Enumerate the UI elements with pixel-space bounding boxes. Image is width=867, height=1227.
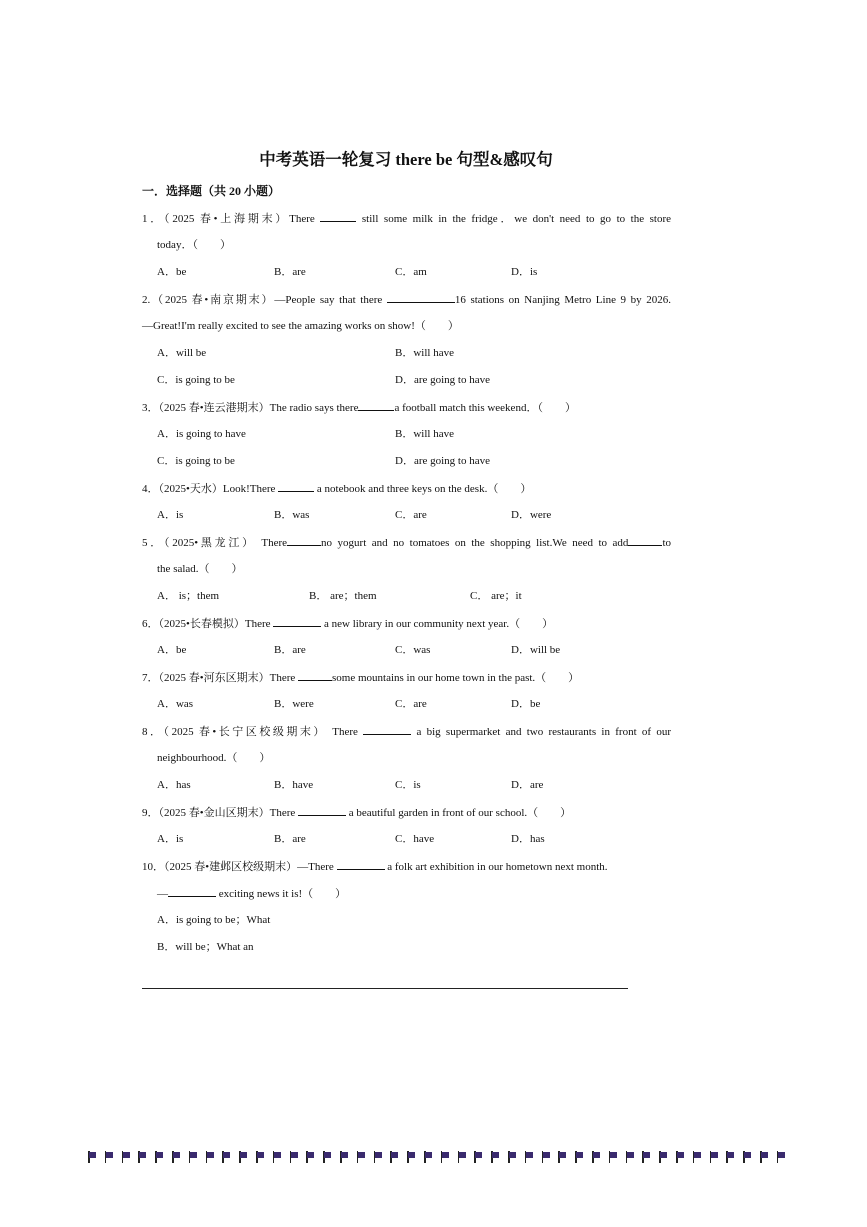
flag-icon [407,1151,416,1163]
option-a[interactable]: A．was [157,698,194,710]
option-d[interactable]: D．were [511,509,552,521]
answer-blank[interactable] [298,805,346,816]
option-a[interactable]: A．is going to have [157,428,246,440]
flag-icon [222,1151,231,1163]
flag-icon [642,1151,651,1163]
footer-divider [142,988,628,989]
flag-icon [558,1151,567,1163]
flag-icon [458,1151,467,1163]
flag-icon [474,1151,483,1163]
question-1-line2: today．（ ） [157,239,231,251]
flag-icon [592,1151,601,1163]
flag-icon [777,1151,786,1163]
answer-blank[interactable] [387,292,455,303]
option-d[interactable]: D．are going to have [395,374,490,386]
option-b[interactable]: B．will have [395,347,454,359]
option-c[interactable]: C．are [395,509,427,521]
flag-icon [693,1151,702,1163]
question-4-line1: 4．（2025•天水）Look!There a notebook and three keys on the desk.（ ） [142,483,532,495]
option-d[interactable]: D．are [511,779,544,791]
flag-icon [491,1151,500,1163]
flag-icon [155,1151,164,1163]
question-6-line1: 6．（2025•长春模拟）There a new library in our community next year.（ ） [142,618,554,630]
flag-icon [306,1151,315,1163]
answer-blank[interactable] [628,535,662,546]
flag-icon [508,1151,517,1163]
option-c[interactable]: C．is going to be [157,374,235,386]
flag-icon [172,1151,181,1163]
option-c[interactable]: C．is going to be [157,455,235,467]
question-2-line1: 2.（2025 春•南京期末）—People say that there 16 stations on Nanjing Metro Line 9 by 2026. [142,294,672,306]
option-a[interactable]: A．has [157,779,191,791]
flag-icon [626,1151,635,1163]
question-9-line1: 9．（2025 春•金山区期末）There a beautiful garden in front of our school.（ ） [142,807,572,819]
flag-icon [609,1151,618,1163]
option-d[interactable]: D．has [511,833,545,845]
question-10-line2: — exciting news it is!（ ） [157,888,347,900]
question-10-line1: 10．（2025 春•建邺区校级期末）—There a folk art exhibition in our hometown next month. [142,861,608,873]
answer-blank[interactable] [168,886,216,897]
option-b[interactable]: B．will have [395,428,454,440]
option-a[interactable]: A． is；them [157,590,220,602]
flag-icon [390,1151,399,1163]
option-c[interactable]: C． are；it [470,590,522,602]
option-c[interactable]: C．are [395,698,427,710]
option-d[interactable]: D．is [511,266,538,278]
option-b[interactable]: B．were [274,698,314,710]
answer-blank[interactable] [298,670,332,681]
option-a[interactable]: A．is [157,509,184,521]
flag-icon [206,1151,215,1163]
flag-icon [256,1151,265,1163]
flag-icon [290,1151,299,1163]
flag-icon [273,1151,282,1163]
option-d[interactable]: D．be [511,698,541,710]
answer-blank[interactable] [337,859,385,870]
question-1-line1: 1．（2025 春•上海期末）There still some milk in the fridge．we don't need to go to the store [142,213,672,225]
option-b[interactable]: B．are [274,644,306,656]
flag-icon [239,1151,248,1163]
flag-icon [374,1151,383,1163]
flag-icon [88,1151,97,1163]
option-c[interactable]: C．is [395,779,421,791]
flag-icon [760,1151,769,1163]
flag-icon [525,1151,534,1163]
question-7-line1: 7．（2025 春•河东区期末）There some mountains in our home town in the past.（ ） [142,672,580,684]
option-b[interactable]: B． are；them [309,590,377,602]
option-c[interactable]: C．was [395,644,431,656]
option-c[interactable]: C．have [395,833,435,845]
question-8-line1: 8．（2025 春•长宁区校级期末） There a big supermarket and two restaurants in front of our [142,726,672,738]
question-5-line2: the salad.（ ） [157,563,243,575]
flag-icon [743,1151,752,1163]
option-a[interactable]: A．be [157,644,187,656]
option-b[interactable]: B．are [274,833,306,845]
answer-blank[interactable] [273,616,321,627]
decorative-flag-border [88,1151,788,1165]
flag-icon [424,1151,433,1163]
option-d[interactable]: D．will be [511,644,561,656]
flag-icon [189,1151,198,1163]
flag-icon [710,1151,719,1163]
answer-blank[interactable] [358,400,394,411]
answer-blank[interactable] [363,724,411,735]
question-5-line1: 5．（2025•黑龙江） There no yogurt and no tomatoes on the shopping list.We need to add to [142,537,671,549]
flag-icon [340,1151,349,1163]
answer-blank[interactable] [287,535,321,546]
option-a[interactable]: A．be [157,266,187,278]
question-2-line2: —Great!I'm really excited to see the amazing works on show!（ ） [142,320,459,332]
flag-icon [726,1151,735,1163]
section-heading: 一．选择题（共 20 小题） [142,184,281,198]
question-8-line2: neighbourhood.（ ） [157,752,271,764]
option-a[interactable]: A．is going to be；What [157,914,271,926]
flag-icon [542,1151,551,1163]
option-b[interactable]: B．have [274,779,314,791]
document-title: 中考英语一轮复习 there be 句型&感叹句 [259,150,553,169]
option-b[interactable]: B．was [274,509,310,521]
option-c[interactable]: C．am [395,266,427,278]
flag-icon [323,1151,332,1163]
option-a[interactable]: A．is [157,833,184,845]
question-3-line1: 3．（2025 春•连云港期末）The radio says there a football match this weekend．（ ） [142,402,576,414]
answer-blank[interactable] [278,481,314,492]
flag-icon [357,1151,366,1163]
option-a[interactable]: A．will be [157,347,207,359]
flag-icon [441,1151,450,1163]
option-b[interactable]: B．are [274,266,306,278]
answer-blank[interactable] [320,211,356,222]
flag-icon [122,1151,131,1163]
flag-icon [105,1151,114,1163]
flag-icon [676,1151,685,1163]
option-d[interactable]: D．are going to have [395,455,490,467]
flag-icon [659,1151,668,1163]
flag-icon [575,1151,584,1163]
flag-icon [138,1151,147,1163]
option-b[interactable]: B．will be；What an [157,941,254,953]
